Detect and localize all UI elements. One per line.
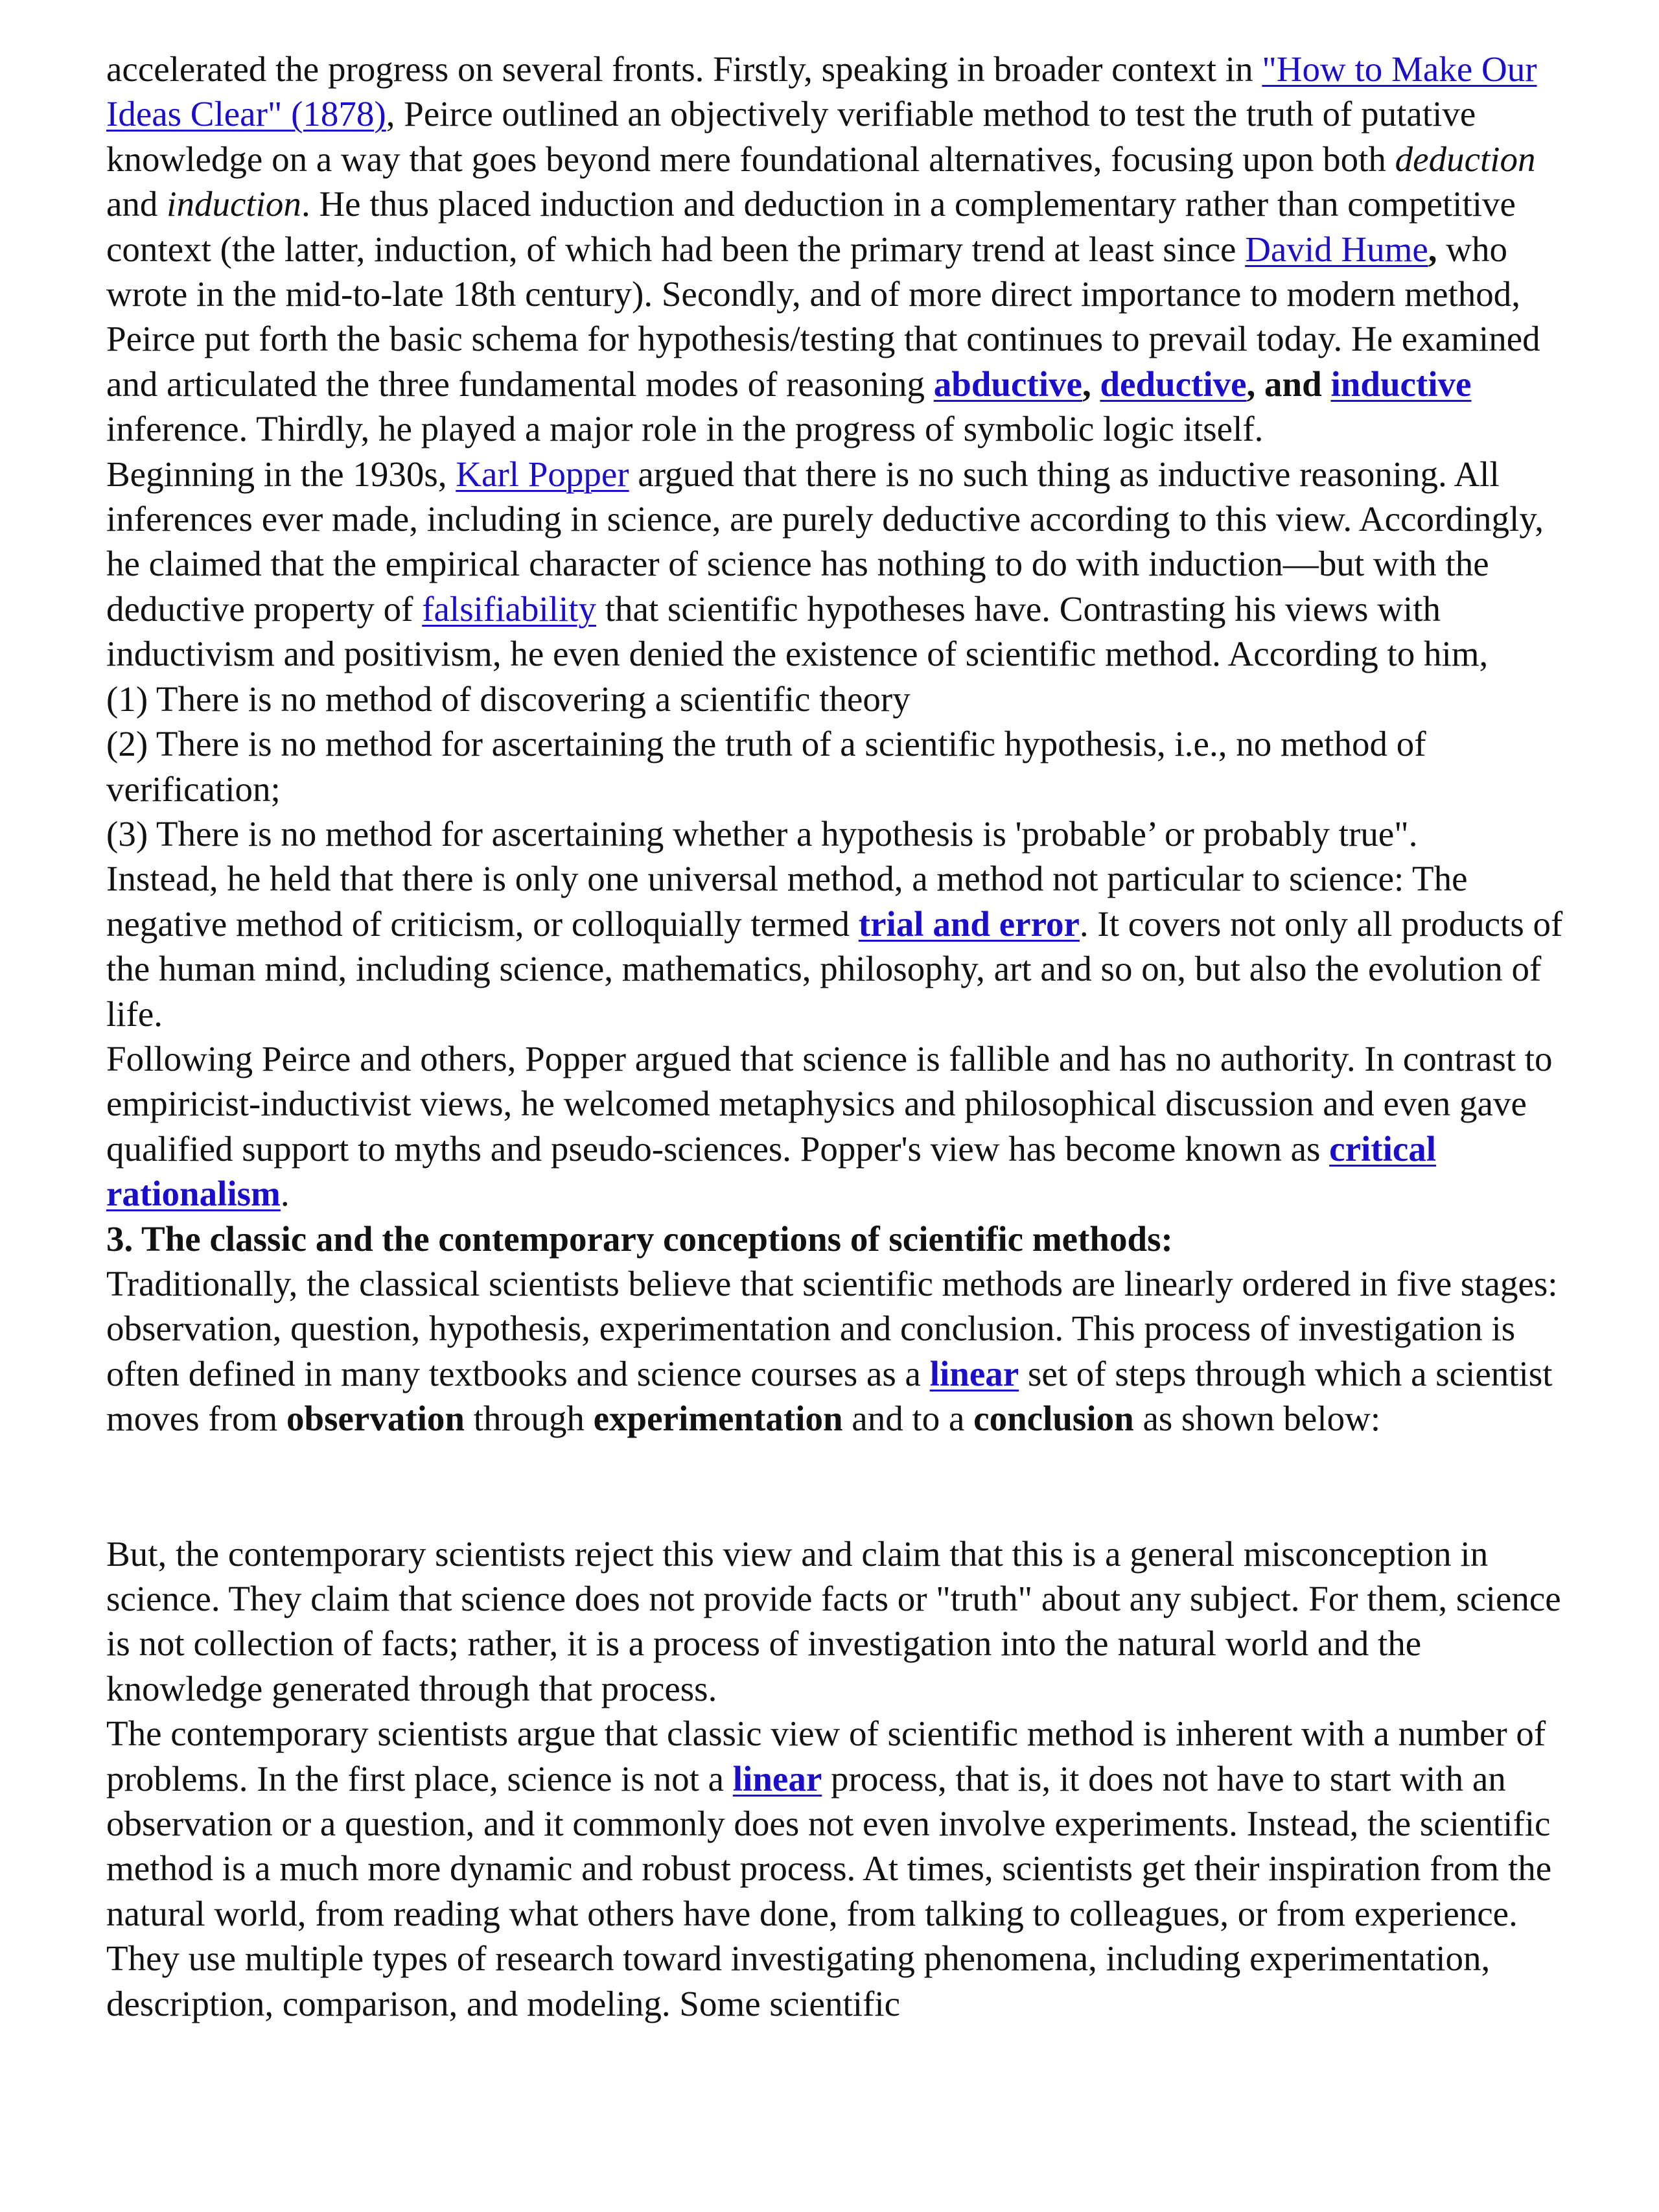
text-span: . He thus placed induction and deduction in a complementary rather than competitive context (the latter, induction, of which had been the primary trend at least since (106, 184, 1516, 269)
text-span: accelerated the progress on several fronts. Firstly, speaking in broader context in (106, 49, 1262, 89)
text-span: through (465, 1399, 594, 1439)
list-item: (3) There is no method for ascertaining whether a hypothesis is 'probable’ or probably true". (106, 813, 1418, 854)
text-span: The contemporary scientists argue that classic view of scientific method is inherent with a number of problems. In the first place, science is not a (106, 1714, 1546, 1799)
list-item: (2) There is no method for ascertaining the truth of a scientific hypothesis, i.e., no method of verification; (106, 724, 1426, 809)
bold-observation: observation (286, 1399, 465, 1439)
link-david-hume[interactable]: David Hume (1245, 229, 1428, 269)
link-linear-2[interactable]: linear (732, 1758, 822, 1799)
paragraph-problems (106, 1711, 1576, 2026)
paragraph-peirce (106, 47, 1576, 452)
bold-experimentation: experimentation (593, 1399, 843, 1439)
text-span: argued that there is no such thing as inductive reasoning. All inferences ever made, including in science, are purely deductive according to this view. Accordingly, he claimed that the empirical character of science has nothing to do with induction—but with the deductive property of (106, 454, 1544, 629)
link-how-to-make-our-ideas-clear[interactable]: "How to Make Our Ideas Clear" (1878) (106, 49, 1537, 134)
text-span: , (1428, 229, 1437, 269)
link-trial-and-error[interactable]: trial and error (858, 903, 1080, 944)
text-span: process, that is, it does not have to start with an observation or a question, and it commonly does not even involve experiments. Instead, the scientific method is a much more dynamic and robust process. At times, scientists get their inspiration from the natural world, from reading what others have done, from talking to colleagues, or from experience. They use multiple types of research toward investigating phenomena, including experimentation, description, comparison, and modeling. Some scientific (106, 1758, 1552, 2023)
link-critical-rationalism[interactable]: critical rationalism (106, 1128, 1437, 1214)
link-inductive[interactable]: inductive (1330, 364, 1472, 404)
paragraph-contemporary: But, the contemporary scientists reject this view and claim that this is a general misconception in science. They claim that science does not provide facts or "truth" about any subject. For them, science is not collection of facts; rather, it is a process of investigation into the natural world and the knowledge generated through that process. (106, 1533, 1561, 1708)
paragraph-popper (106, 452, 1576, 677)
text-span: who wrote in the mid-to-late 18th century). Secondly, and of more direct importance to modern method, Peirce put forth the basic schema for hypothesis/testing that continues to prevail today. He examined and articulated the three fundamental modes of reasoning (106, 229, 1540, 404)
text-span: inference. Thirdly, he played a major role in the progress of symbolic logic itself. (106, 409, 1264, 449)
link-abductive[interactable]: abductive (933, 364, 1082, 404)
text-span: and to a (842, 1399, 974, 1439)
link-falsifiability[interactable]: falsifiability (422, 588, 597, 629)
bold-conclusion: conclusion (973, 1399, 1134, 1439)
link-deductive[interactable]: deductive (1100, 364, 1247, 404)
paragraph-trial-and-error (106, 856, 1576, 1036)
text-span: that scientific hypotheses have. Contrasting his views with inductivism and positivism, he even denied the existence of scientific method. According to him, (106, 588, 1489, 674)
text-span: Following Peirce and others, Popper argued that science is fallible and has no authority. In contrast to empiricist-inductivist views, he welcomed metaphysics and philosophical discussion and even gave qualified support to myths and pseudo-sciences. Popper's view has become known as (106, 1038, 1553, 1169)
text-span: Beginning in the 1930s, (106, 454, 456, 494)
text-span: , (1082, 364, 1100, 404)
paragraph-fallible (106, 1036, 1576, 1217)
section-heading: 3. The classic and the contemporary conceptions of scientific methods: (106, 1218, 1173, 1259)
emphasis-induction: induction (167, 184, 301, 224)
link-karl-popper[interactable]: Karl Popper (456, 454, 629, 494)
document-page (106, 47, 1576, 2026)
link-linear[interactable]: linear (929, 1353, 1019, 1393)
emphasis-deduction: deduction (1395, 139, 1536, 179)
paragraph-classical (106, 1261, 1576, 1441)
text-span: , Peirce outlined an objectively verifiable method to test the truth of putative knowledge on a way that goes beyond mere foundational alternatives, focusing upon both (106, 94, 1476, 179)
text-span: , and (1246, 364, 1331, 404)
blank-figure-space (106, 1441, 1576, 1531)
text-span: as shown below: (1133, 1399, 1381, 1439)
text-span: and (106, 184, 167, 224)
text-span: Instead, he held that there is only one universal method, a method not particular to science: The negative method of criticism, or colloquially termed (106, 859, 1468, 944)
list-item: (1) There is no method of discovering a scientific theory (106, 679, 911, 719)
text-span: Traditionally, the classical scientists believe that scientific methods are linearly ordered in five stages: observation, question, hypothesis, experimentation and conclusion. This process of investigation is often defined in many textbooks and science courses as a (106, 1263, 1558, 1393)
text-span: . (280, 1174, 290, 1214)
text-span: set of steps through which a scientist moves from (106, 1353, 1553, 1439)
text-span: . It covers not only all products of the human mind, including science, mathematics, philosophy, art and so on, but also the evolution of life. (106, 903, 1563, 1034)
